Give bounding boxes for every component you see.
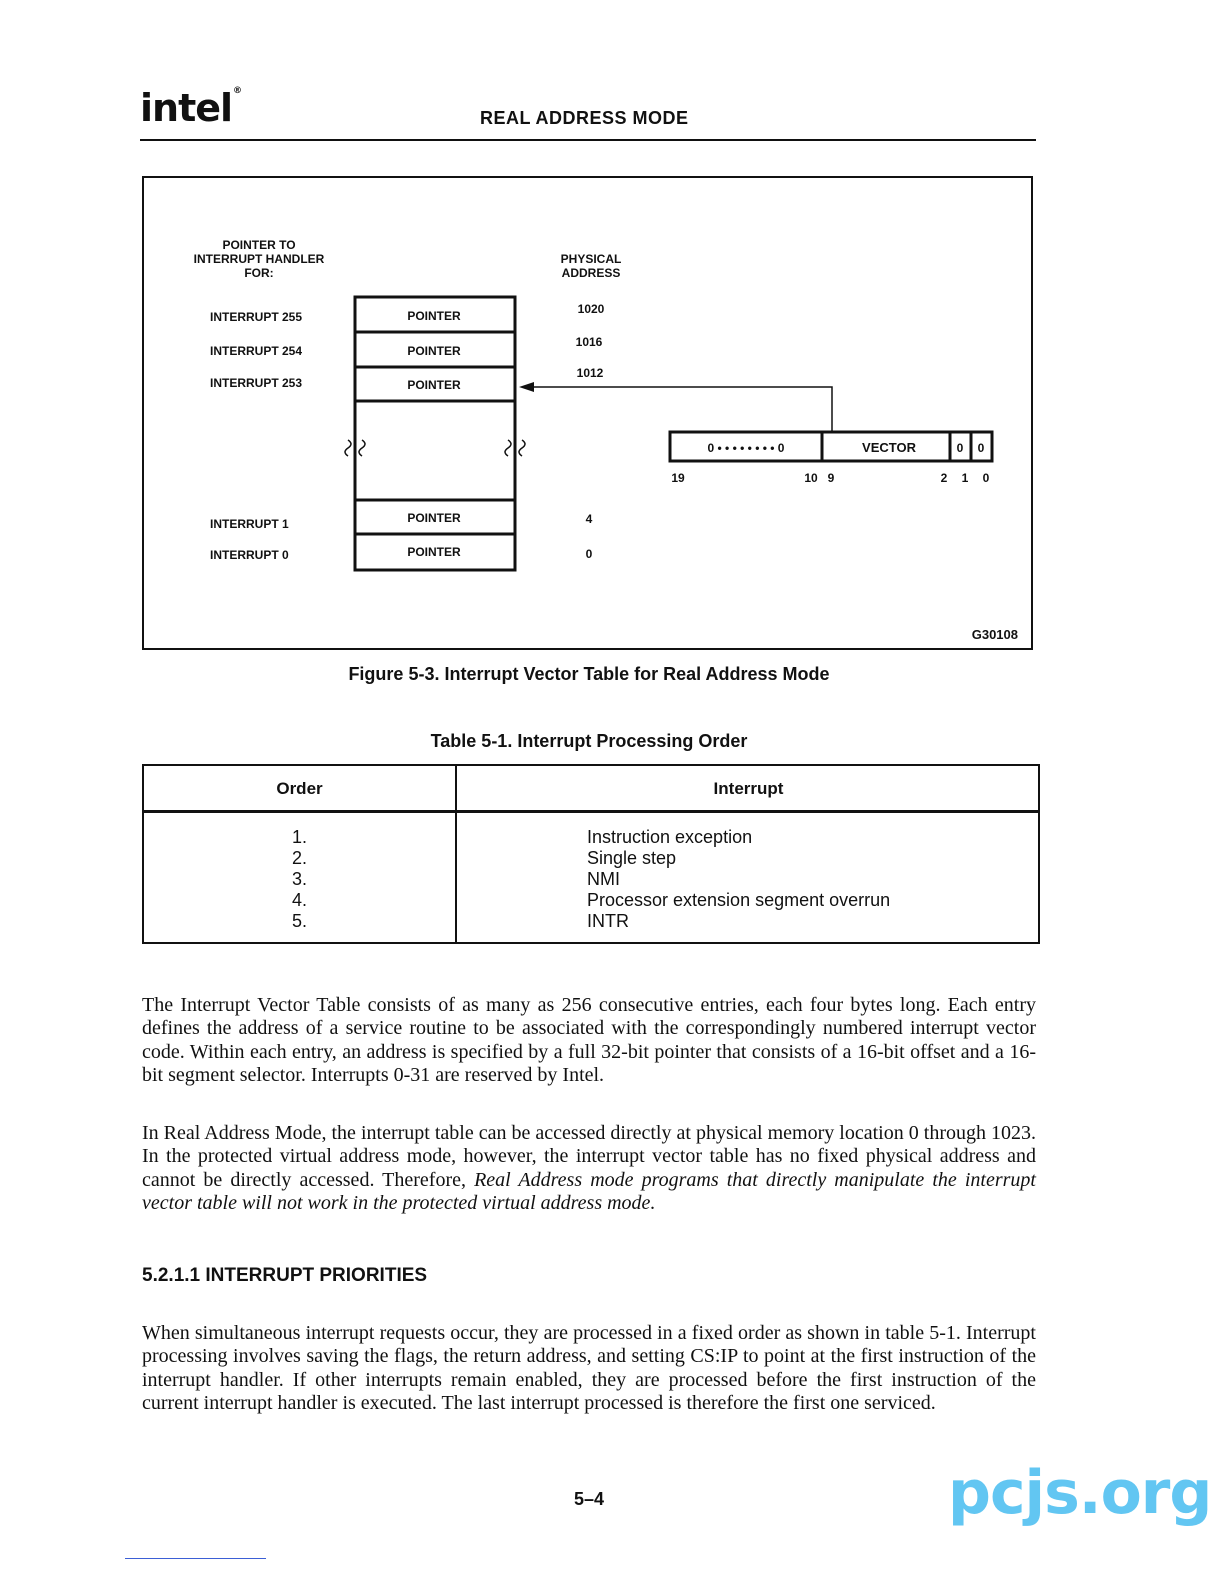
vector-arrow xyxy=(532,387,832,431)
pointer-cell-1: POINTER xyxy=(407,511,461,525)
table-row-order: 4. xyxy=(291,890,307,910)
paragraph-ivt-description: The Interrupt Vector Table consists of as many as 256 consecutive entries, each four bytes long. Each entry defines the address of a service routine to be associated with the correspondingly numbered interrupt vector code. Within each entry, an address is specified by a full 32-bit pointer that consists of a 16-bit offset and a 16-bit segment selector. Interrupts 0-31 are reserved by Intel. xyxy=(142,994,1036,1086)
table-row-order: 3. xyxy=(291,869,307,889)
figure-caption: Figure 5-3. Interrupt Vector Table for Real Address Mode xyxy=(348,664,830,684)
order-column xyxy=(142,827,457,932)
bit-label-10: 10 xyxy=(804,471,818,485)
italic-note: Real Address mode programs that directly manipulate the interrupt vector table will not work in the protected virtual address mode. xyxy=(142,1168,1036,1214)
pcjs-watermark: pcjs.org xyxy=(948,1458,1212,1528)
table-row-interrupt: NMI xyxy=(587,869,620,889)
paragraph-real-mode-access: In Real Address Mode, the interrupt table can be accessed directly at physical memory location 0 through 1023. In the protected virtual address mode, however, the interrupt vector table has no fixed physical address and cannot be directly accessed. Therefore, Real Address mode programs that directly manipulate the interrupt vector table will not work in the protected virtual address mode. xyxy=(142,1122,1036,1214)
left-heading-line-3: FOR: xyxy=(244,266,274,280)
register-bit-0: 0 xyxy=(977,441,985,455)
left-heading-line-2: INTERRUPT HANDLER xyxy=(193,252,325,266)
intel-logo: intel® xyxy=(140,86,242,130)
bit-label-0: 0 xyxy=(982,471,990,485)
pointer-cell-255: POINTER xyxy=(407,309,461,323)
break-mark-right xyxy=(505,440,511,456)
figure-frame xyxy=(142,176,1033,650)
right-heading-line-1: PHYSICAL xyxy=(560,252,622,266)
table-row-order: 2. xyxy=(291,848,307,868)
table-header-interrupt: Interrupt xyxy=(713,779,784,798)
figure-id: G30108 xyxy=(971,627,1018,642)
table-row-order: 5. xyxy=(291,911,307,931)
right-heading-line-2: ADDRESS xyxy=(561,266,621,280)
pointer-cell-253: POINTER xyxy=(407,378,461,392)
header-rule xyxy=(140,139,1036,141)
bit-label-19: 19 xyxy=(671,471,685,485)
memory-column xyxy=(355,297,515,570)
table-row-order: 1. xyxy=(291,827,307,847)
row-label-interrupt-254: INTERRUPT 254 xyxy=(210,344,303,358)
table-caption: Table 5-1. Interrupt Processing Order xyxy=(430,731,748,751)
bit-label-2: 2 xyxy=(940,471,948,485)
row-label-interrupt-255: INTERRUPT 255 xyxy=(210,310,303,324)
break-mark-left xyxy=(345,440,351,456)
interrupt-column xyxy=(587,827,890,932)
row-label-interrupt-0: INTERRUPT 0 xyxy=(210,548,289,562)
table-row-interrupt: Single step xyxy=(587,848,677,868)
bit-label-9: 9 xyxy=(827,471,835,485)
address-4: 4 xyxy=(585,512,593,526)
interrupt-vector-diagram xyxy=(144,178,1033,650)
table-row-interrupt: INTR xyxy=(587,911,629,931)
footer-rule xyxy=(125,1558,266,1559)
page-number: 5–4 xyxy=(573,1489,605,1509)
table-row-interrupt: Processor extension segment overrun xyxy=(587,890,891,910)
table-row-interrupt: Instruction exception xyxy=(587,827,753,847)
row-label-interrupt-253: INTERRUPT 253 xyxy=(210,376,303,390)
address-1016: 1016 xyxy=(575,335,603,349)
address-1012: 1012 xyxy=(576,366,604,380)
running-head: REAL ADDRESS MODE xyxy=(480,108,689,128)
address-1020: 1020 xyxy=(577,302,605,316)
pointer-cell-254: POINTER xyxy=(407,344,461,358)
bit-label-1: 1 xyxy=(961,471,969,485)
paragraph-interrupt-priorities: When simultaneous interrupt requests occur, they are processed in a fixed order as shown in table 5-1. Interrupt processing involves saving the flags, the return address, and setting CS:IP to point at the first instruction of the interrupt handler. If other interrupts remain enabled, they are processed before the first instruction of the current interrupt handler is executed. The last interrupt processed is therefore the first one serviced. xyxy=(142,1322,1036,1414)
table-header-rule xyxy=(142,810,1040,813)
left-heading-line-1: POINTER TO xyxy=(222,238,296,252)
table-header-order: Order xyxy=(276,779,323,798)
section-heading: 5.2.1.1 INTERRUPT PRIORITIES xyxy=(142,1265,428,1286)
register-bit-1: 0 xyxy=(956,441,964,455)
pointer-cell-0: POINTER xyxy=(407,545,461,559)
address-0: 0 xyxy=(585,547,593,561)
register-vector-field: VECTOR xyxy=(862,440,916,455)
register-high-field: 0 • • • • • • • • 0 xyxy=(707,441,785,455)
row-label-interrupt-1: INTERRUPT 1 xyxy=(210,517,289,531)
